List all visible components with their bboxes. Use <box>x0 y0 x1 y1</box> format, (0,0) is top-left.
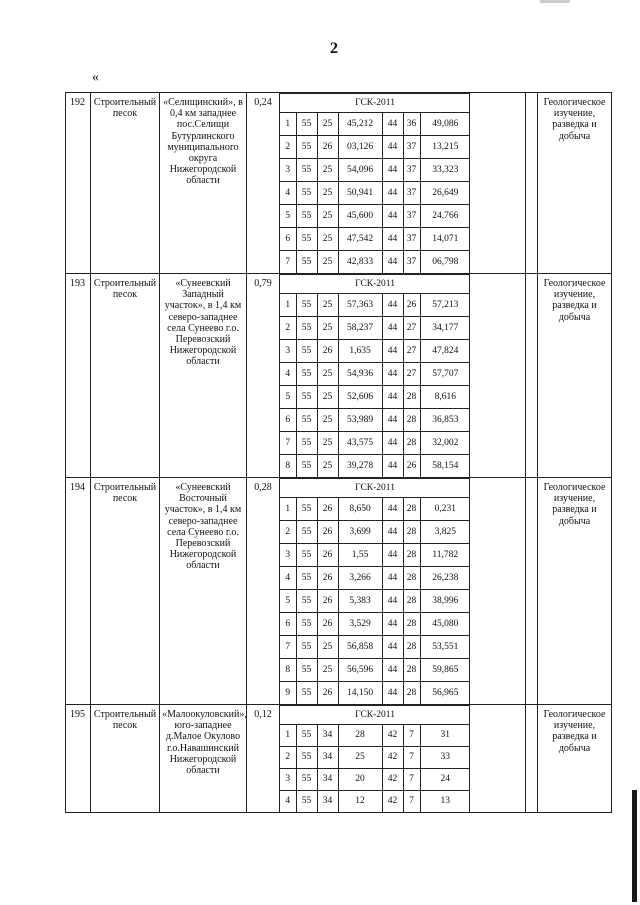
mineral-type: Строительный песок <box>91 93 160 274</box>
lat-seconds: 58,237 <box>338 317 382 340</box>
lon-minutes: 37 <box>403 159 420 182</box>
lat-degrees: 55 <box>296 521 317 544</box>
point-number: 7 <box>280 636 296 659</box>
lon-degrees: 44 <box>382 567 403 590</box>
lat-degrees: 55 <box>296 113 317 136</box>
lat-minutes: 25 <box>317 659 338 682</box>
lon-seconds: 49,086 <box>420 113 470 136</box>
lon-seconds: 33 <box>420 747 470 769</box>
lat-seconds: 50,941 <box>338 182 382 205</box>
lon-degrees: 44 <box>382 636 403 659</box>
lat-minutes: 26 <box>317 682 338 705</box>
lon-seconds: 57,707 <box>420 363 470 386</box>
lon-degrees: 44 <box>382 498 403 521</box>
point-number: 5 <box>280 590 296 613</box>
lat-degrees: 55 <box>296 498 317 521</box>
lat-minutes: 34 <box>317 747 338 769</box>
lon-minutes: 28 <box>403 567 420 590</box>
lon-minutes: 28 <box>403 498 420 521</box>
lon-degrees: 44 <box>382 317 403 340</box>
lat-minutes: 25 <box>317 317 338 340</box>
point-number: 1 <box>280 294 296 317</box>
lon-seconds: 38,996 <box>420 590 470 613</box>
lat-degrees: 55 <box>296 636 317 659</box>
lon-minutes: 37 <box>403 205 420 228</box>
lat-seconds: 20 <box>338 769 382 791</box>
lat-degrees: 55 <box>296 228 317 251</box>
lat-degrees: 55 <box>296 182 317 205</box>
lat-seconds: 42,833 <box>338 251 382 274</box>
lat-minutes: 25 <box>317 409 338 432</box>
lat-degrees: 55 <box>296 659 317 682</box>
lon-seconds: 24,766 <box>420 205 470 228</box>
coordinate-point-row <box>280 567 470 590</box>
lat-minutes: 26 <box>317 521 338 544</box>
lon-minutes: 28 <box>403 682 420 705</box>
lat-seconds: 43,575 <box>338 432 382 455</box>
coordinates-table <box>280 274 470 477</box>
lat-seconds: 54,936 <box>338 363 382 386</box>
scan-edge-bar <box>632 790 637 902</box>
lon-degrees: 44 <box>382 340 403 363</box>
lat-minutes: 26 <box>317 567 338 590</box>
lat-minutes: 26 <box>317 590 338 613</box>
empty-column-2 <box>526 478 538 705</box>
lat-degrees: 55 <box>296 317 317 340</box>
point-number: 3 <box>280 544 296 567</box>
page-number: 2 <box>330 40 338 57</box>
lon-seconds: 14,071 <box>420 228 470 251</box>
point-number: 4 <box>280 567 296 590</box>
empty-column-2 <box>526 274 538 478</box>
lon-minutes: 28 <box>403 544 420 567</box>
lon-degrees: 44 <box>382 613 403 636</box>
lon-seconds: 59,865 <box>420 659 470 682</box>
lon-degrees: 42 <box>382 769 403 791</box>
lat-degrees: 55 <box>296 159 317 182</box>
lat-minutes: 25 <box>317 294 338 317</box>
opening-quote-mark: « <box>92 70 99 85</box>
coordinate-point-row <box>280 544 470 567</box>
lat-seconds: 3,266 <box>338 567 382 590</box>
lat-seconds: 25 <box>338 747 382 769</box>
point-number: 8 <box>280 659 296 682</box>
mineral-type: Строительный песок <box>91 274 160 478</box>
lon-minutes: 28 <box>403 613 420 636</box>
coordinate-point-row <box>280 725 470 747</box>
point-number: 3 <box>280 159 296 182</box>
point-number: 4 <box>280 363 296 386</box>
lon-minutes: 37 <box>403 182 420 205</box>
lat-minutes: 25 <box>317 363 338 386</box>
point-number: 3 <box>280 340 296 363</box>
lon-degrees: 44 <box>382 251 403 274</box>
coordinates-cell <box>280 705 470 813</box>
lat-degrees: 55 <box>296 363 317 386</box>
lat-degrees: 55 <box>296 725 317 747</box>
coordinate-system: ГСК-2011 <box>280 706 470 725</box>
lon-degrees: 44 <box>382 659 403 682</box>
lon-seconds: 57,213 <box>420 294 470 317</box>
lat-degrees: 55 <box>296 613 317 636</box>
mineral-type: Строительный песок <box>91 705 160 813</box>
lon-minutes: 26 <box>403 455 420 478</box>
license-purpose: Геологическое изучение, разведка и добыча <box>538 274 612 478</box>
lon-minutes: 36 <box>403 113 420 136</box>
site-area: 0,12 <box>247 705 280 813</box>
site-location: «Селищинский», в 0,4 км западнее пос.Селищи Бутурлинского муниципального округа Нижегородской области <box>160 93 247 274</box>
lon-degrees: 44 <box>382 363 403 386</box>
coordinate-point-row <box>280 317 470 340</box>
lat-seconds: 1,635 <box>338 340 382 363</box>
coordinate-point-row <box>280 432 470 455</box>
lat-minutes: 26 <box>317 544 338 567</box>
lat-degrees: 55 <box>296 791 317 813</box>
row-number: 192 <box>66 93 91 274</box>
coordinate-point-row <box>280 769 470 791</box>
coordinate-point-row <box>280 205 470 228</box>
point-number: 5 <box>280 205 296 228</box>
coordinate-point-row <box>280 409 470 432</box>
lat-seconds: 53,989 <box>338 409 382 432</box>
site-area: 0,24 <box>247 93 280 274</box>
lon-seconds: 26,649 <box>420 182 470 205</box>
lon-degrees: 44 <box>382 386 403 409</box>
lat-seconds: 54,096 <box>338 159 382 182</box>
coordinate-point-row <box>280 386 470 409</box>
lon-seconds: 13,215 <box>420 136 470 159</box>
coordinate-point-row <box>280 636 470 659</box>
lon-seconds: 53,551 <box>420 636 470 659</box>
lon-minutes: 7 <box>403 791 420 813</box>
lon-minutes: 28 <box>403 590 420 613</box>
lon-degrees: 44 <box>382 136 403 159</box>
point-number: 7 <box>280 432 296 455</box>
lon-minutes: 27 <box>403 340 420 363</box>
lat-minutes: 34 <box>317 769 338 791</box>
coordinate-system: ГСК-2011 <box>280 94 470 113</box>
coordinate-system: ГСК-2011 <box>280 275 470 294</box>
lon-minutes: 27 <box>403 317 420 340</box>
lon-seconds: 8,616 <box>420 386 470 409</box>
lon-degrees: 44 <box>382 182 403 205</box>
empty-column-1 <box>470 274 526 478</box>
lat-seconds: 28 <box>338 725 382 747</box>
lat-degrees: 55 <box>296 432 317 455</box>
empty-column-2 <box>526 705 538 813</box>
lon-seconds: 58,154 <box>420 455 470 478</box>
lon-degrees: 42 <box>382 725 403 747</box>
lat-degrees: 55 <box>296 769 317 791</box>
lon-minutes: 37 <box>403 136 420 159</box>
lon-seconds: 3,825 <box>420 521 470 544</box>
coordinates-cell <box>280 274 470 478</box>
coordinate-point-row <box>280 613 470 636</box>
point-number: 6 <box>280 409 296 432</box>
coordinates-table <box>280 93 470 273</box>
lon-seconds: 11,782 <box>420 544 470 567</box>
point-number: 2 <box>280 136 296 159</box>
point-number: 6 <box>280 228 296 251</box>
lat-minutes: 34 <box>317 725 338 747</box>
row-number: 193 <box>66 274 91 478</box>
lat-degrees: 55 <box>296 544 317 567</box>
lon-degrees: 44 <box>382 205 403 228</box>
lat-seconds: 47,542 <box>338 228 382 251</box>
site-location: «Сунеевский Западный участок», в 1,4 км северо-западнее села Сунеево г.о. Перевозский Нижегородской области <box>160 274 247 478</box>
point-number: 5 <box>280 386 296 409</box>
lon-minutes: 28 <box>403 386 420 409</box>
coordinates-cell <box>280 93 470 274</box>
lon-seconds: 36,853 <box>420 409 470 432</box>
point-number: 7 <box>280 251 296 274</box>
lat-seconds: 56,596 <box>338 659 382 682</box>
lat-minutes: 25 <box>317 228 338 251</box>
lat-seconds: 03,126 <box>338 136 382 159</box>
lat-degrees: 55 <box>296 294 317 317</box>
lon-minutes: 28 <box>403 636 420 659</box>
site-area: 0,28 <box>247 478 280 705</box>
deposits-table <box>65 92 612 813</box>
lon-seconds: 47,824 <box>420 340 470 363</box>
lat-seconds: 5,383 <box>338 590 382 613</box>
lat-minutes: 25 <box>317 251 338 274</box>
point-number: 9 <box>280 682 296 705</box>
coordinate-system: ГСК-2011 <box>280 479 470 498</box>
point-number: 4 <box>280 791 296 813</box>
deposit-row <box>66 93 612 274</box>
lon-seconds: 45,080 <box>420 613 470 636</box>
coordinate-point-row <box>280 294 470 317</box>
lat-degrees: 55 <box>296 455 317 478</box>
lat-minutes: 26 <box>317 498 338 521</box>
lon-seconds: 31 <box>420 725 470 747</box>
lat-degrees: 55 <box>296 590 317 613</box>
coordinate-point-row <box>280 136 470 159</box>
lat-minutes: 25 <box>317 182 338 205</box>
license-purpose: Геологическое изучение, разведка и добыча <box>538 93 612 274</box>
site-location: «Сунеевский Восточный участок», в 1,4 км северо-западнее села Сунеево г.о. Перевозский Нижегородской области <box>160 478 247 705</box>
coordinate-point-row <box>280 659 470 682</box>
deposit-row <box>66 274 612 478</box>
lon-degrees: 44 <box>382 590 403 613</box>
mineral-type: Строительный песок <box>91 478 160 705</box>
coordinate-point-row <box>280 363 470 386</box>
lat-degrees: 55 <box>296 340 317 363</box>
coordinate-point-row <box>280 682 470 705</box>
lat-seconds: 39,278 <box>338 455 382 478</box>
point-number: 8 <box>280 455 296 478</box>
lat-minutes: 25 <box>317 205 338 228</box>
lat-seconds: 14,150 <box>338 682 382 705</box>
lon-degrees: 44 <box>382 113 403 136</box>
scan-artifact <box>540 0 570 3</box>
row-number: 195 <box>66 705 91 813</box>
license-purpose: Геологическое изучение, разведка и добыча <box>538 478 612 705</box>
lat-seconds: 3,699 <box>338 521 382 544</box>
lat-minutes: 26 <box>317 613 338 636</box>
lon-minutes: 7 <box>403 769 420 791</box>
lat-minutes: 25 <box>317 636 338 659</box>
lat-degrees: 55 <box>296 409 317 432</box>
lat-seconds: 3,529 <box>338 613 382 636</box>
lat-seconds: 56,858 <box>338 636 382 659</box>
lon-seconds: 13 <box>420 791 470 813</box>
lat-seconds: 12 <box>338 791 382 813</box>
lon-seconds: 26,238 <box>420 567 470 590</box>
lon-minutes: 27 <box>403 363 420 386</box>
lat-minutes: 25 <box>317 455 338 478</box>
coordinate-point-row <box>280 747 470 769</box>
lon-seconds: 24 <box>420 769 470 791</box>
coordinate-point-row <box>280 791 470 813</box>
lat-seconds: 45,600 <box>338 205 382 228</box>
lon-degrees: 44 <box>382 521 403 544</box>
point-number: 6 <box>280 613 296 636</box>
lat-minutes: 26 <box>317 136 338 159</box>
lat-seconds: 8,650 <box>338 498 382 521</box>
lat-degrees: 55 <box>296 251 317 274</box>
deposit-row <box>66 705 612 813</box>
lon-degrees: 44 <box>382 432 403 455</box>
lon-degrees: 44 <box>382 682 403 705</box>
lon-minutes: 26 <box>403 294 420 317</box>
lat-minutes: 26 <box>317 340 338 363</box>
lat-degrees: 55 <box>296 386 317 409</box>
coordinate-point-row <box>280 590 470 613</box>
lon-seconds: 32,002 <box>420 432 470 455</box>
coordinate-point-row <box>280 455 470 478</box>
lon-minutes: 7 <box>403 747 420 769</box>
coordinate-point-row <box>280 159 470 182</box>
coordinate-point-row <box>280 251 470 274</box>
lat-minutes: 25 <box>317 159 338 182</box>
coordinates-table <box>280 705 470 812</box>
lon-degrees: 44 <box>382 544 403 567</box>
point-number: 1 <box>280 498 296 521</box>
lon-minutes: 28 <box>403 409 420 432</box>
lon-degrees: 42 <box>382 791 403 813</box>
lat-seconds: 1,55 <box>338 544 382 567</box>
lat-minutes: 25 <box>317 432 338 455</box>
row-number: 194 <box>66 478 91 705</box>
lon-minutes: 28 <box>403 521 420 544</box>
lon-seconds: 56,965 <box>420 682 470 705</box>
site-area: 0,79 <box>247 274 280 478</box>
lon-seconds: 34,177 <box>420 317 470 340</box>
empty-column-1 <box>470 478 526 705</box>
lon-minutes: 28 <box>403 432 420 455</box>
point-number: 1 <box>280 113 296 136</box>
coordinate-point-row <box>280 182 470 205</box>
lon-minutes: 37 <box>403 228 420 251</box>
lat-minutes: 25 <box>317 386 338 409</box>
coordinate-point-row <box>280 340 470 363</box>
point-number: 2 <box>280 521 296 544</box>
lat-minutes: 34 <box>317 791 338 813</box>
point-number: 2 <box>280 317 296 340</box>
empty-column-1 <box>470 93 526 274</box>
lat-minutes: 25 <box>317 113 338 136</box>
coordinate-point-row <box>280 498 470 521</box>
lon-seconds: 06,798 <box>420 251 470 274</box>
lat-seconds: 52,606 <box>338 386 382 409</box>
empty-column-1 <box>470 705 526 813</box>
coordinate-point-row <box>280 228 470 251</box>
lon-degrees: 44 <box>382 455 403 478</box>
coordinate-point-row <box>280 521 470 544</box>
coordinates-table <box>280 478 470 704</box>
lon-minutes: 28 <box>403 659 420 682</box>
coordinate-point-row <box>280 113 470 136</box>
point-number: 2 <box>280 747 296 769</box>
license-purpose: Геологическое изучение, разведка и добыча <box>538 705 612 813</box>
lon-degrees: 44 <box>382 159 403 182</box>
lat-degrees: 55 <box>296 136 317 159</box>
empty-column-2 <box>526 93 538 274</box>
lon-seconds: 0,231 <box>420 498 470 521</box>
lat-degrees: 55 <box>296 567 317 590</box>
lat-degrees: 55 <box>296 682 317 705</box>
coordinates-cell <box>280 478 470 705</box>
lon-degrees: 42 <box>382 747 403 769</box>
lon-seconds: 33,323 <box>420 159 470 182</box>
lat-seconds: 45,212 <box>338 113 382 136</box>
point-number: 1 <box>280 725 296 747</box>
lon-degrees: 44 <box>382 409 403 432</box>
lon-minutes: 37 <box>403 251 420 274</box>
lon-minutes: 7 <box>403 725 420 747</box>
site-location: «Малоокуловский», юго-западнее д.Малое Окулово г.о.Навашинский Нижегородской области <box>160 705 247 813</box>
lon-degrees: 44 <box>382 294 403 317</box>
lat-seconds: 57,363 <box>338 294 382 317</box>
lon-degrees: 44 <box>382 228 403 251</box>
lat-degrees: 55 <box>296 747 317 769</box>
point-number: 3 <box>280 769 296 791</box>
lat-degrees: 55 <box>296 205 317 228</box>
deposit-row <box>66 478 612 705</box>
point-number: 4 <box>280 182 296 205</box>
